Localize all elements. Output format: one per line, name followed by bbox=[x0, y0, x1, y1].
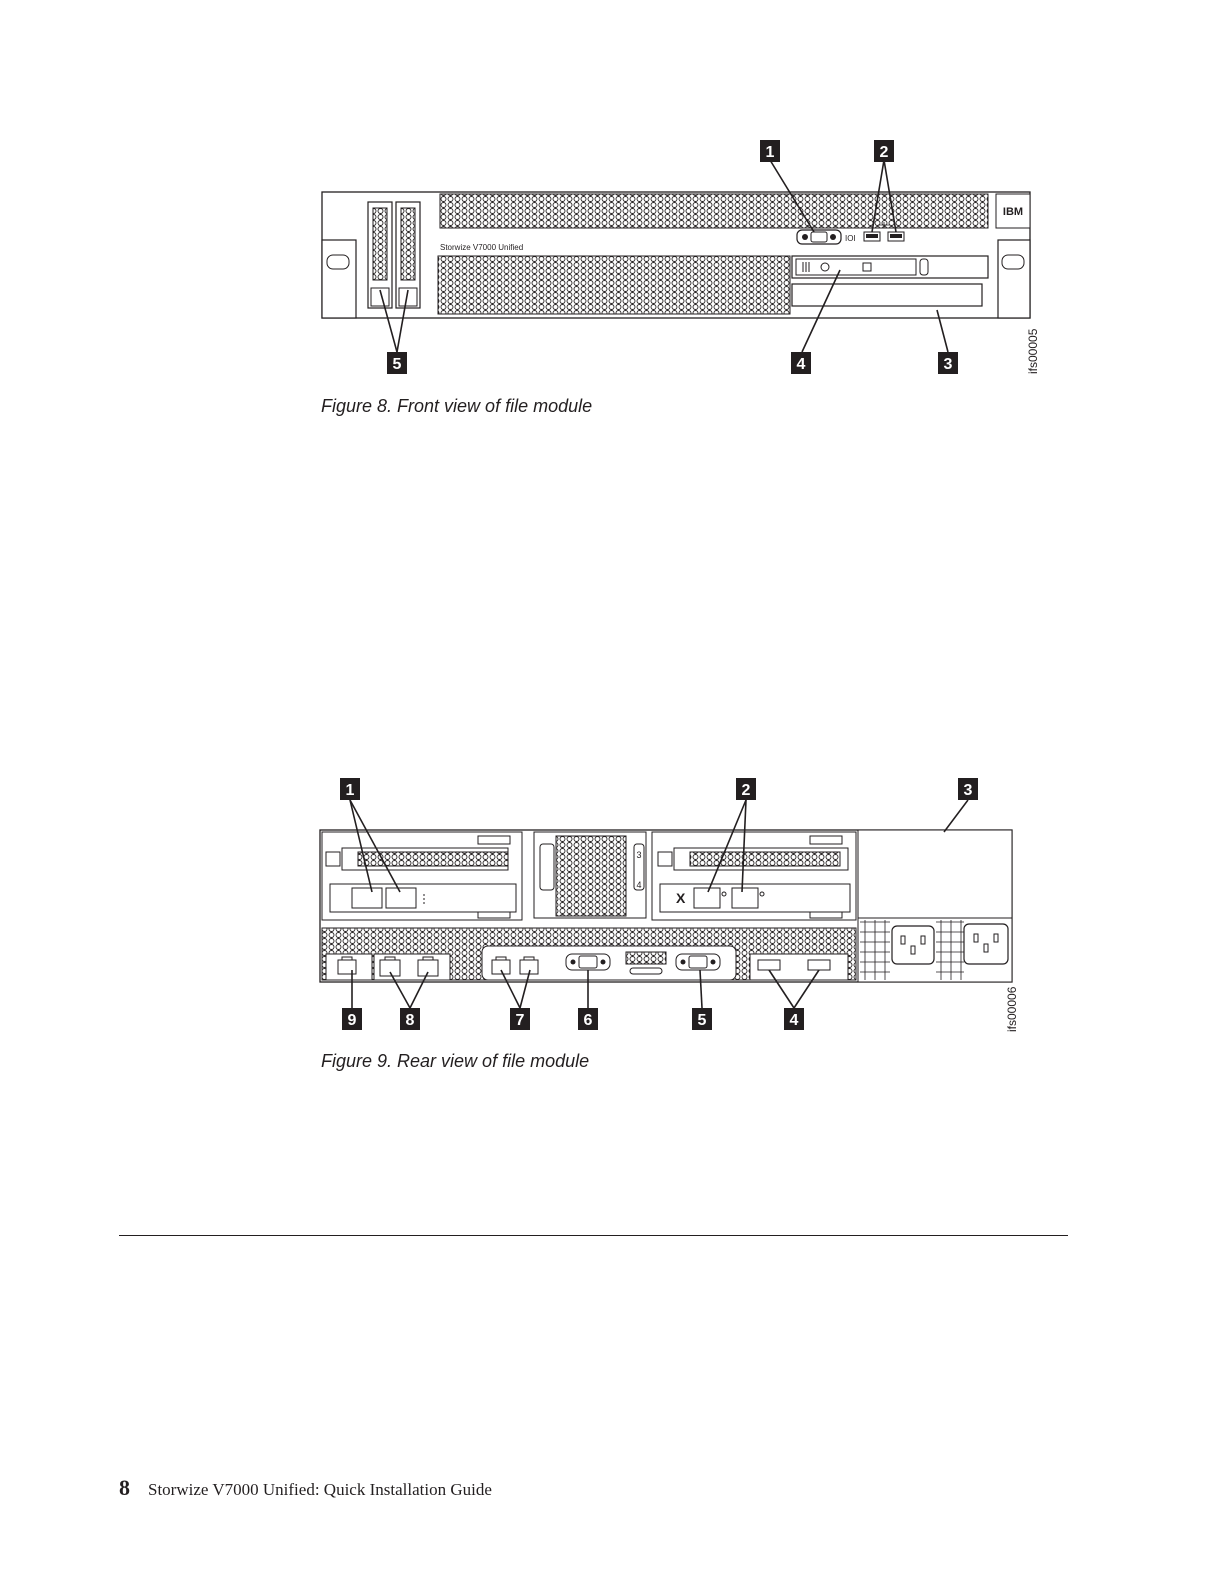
callout-6 bbox=[578, 1008, 598, 1030]
callout-5 bbox=[692, 1008, 712, 1030]
lower-vent-grille bbox=[438, 256, 790, 314]
rear-io-panel bbox=[482, 946, 736, 980]
center-fan-module bbox=[534, 832, 646, 918]
rear-usb-connectors bbox=[750, 954, 848, 980]
svg-text:4: 4 bbox=[796, 356, 806, 373]
front-view-figure bbox=[300, 130, 1060, 390]
operator-information-panel bbox=[792, 256, 988, 278]
right-rack-ear bbox=[998, 240, 1030, 318]
left-rack-ear bbox=[322, 240, 356, 318]
figure-image-id: ifs00005 bbox=[1026, 328, 1040, 374]
svg-text:1: 1 bbox=[345, 782, 355, 799]
svg-text:5: 5 bbox=[697, 1012, 707, 1029]
svg-text:X: X bbox=[676, 890, 686, 906]
svg-text:3: 3 bbox=[943, 356, 953, 373]
svg-text:2: 2 bbox=[741, 782, 751, 799]
svg-text:1: 1 bbox=[765, 144, 775, 161]
svg-text:6: 6 bbox=[583, 1012, 593, 1029]
callout-8 bbox=[400, 1008, 420, 1030]
callout-3 bbox=[938, 352, 958, 374]
svg-text:5: 5 bbox=[392, 356, 402, 373]
callout-2 bbox=[874, 140, 894, 162]
page-footer bbox=[119, 1475, 492, 1501]
svg-text:9: 9 bbox=[347, 1012, 357, 1029]
callout-4 bbox=[784, 1008, 804, 1030]
pci-slot-right bbox=[652, 832, 856, 920]
power-supply-top bbox=[858, 830, 1012, 918]
svg-text:3: 3 bbox=[636, 850, 642, 860]
figure-image-id: ifs00006 bbox=[1005, 986, 1019, 1032]
callout-1 bbox=[340, 778, 360, 800]
system-management-port bbox=[326, 954, 372, 980]
svg-text:3: 3 bbox=[963, 782, 973, 799]
optical-drive-bay bbox=[792, 284, 982, 306]
callout-9 bbox=[342, 1008, 362, 1030]
rear-view-figure bbox=[300, 770, 1060, 1040]
callout-2 bbox=[736, 778, 756, 800]
callout-1 bbox=[760, 140, 780, 162]
callout-7 bbox=[510, 1008, 530, 1030]
document-title: Storwize V7000 Unified: Quick Installation Guide bbox=[148, 1480, 492, 1499]
page-number: 8 bbox=[119, 1475, 130, 1500]
svg-text:2: 2 bbox=[879, 144, 889, 161]
power-supplies bbox=[858, 918, 1012, 982]
svg-text:4: 4 bbox=[636, 880, 642, 890]
section-divider bbox=[119, 1235, 1068, 1236]
callout-3 bbox=[958, 778, 978, 800]
callout-4 bbox=[791, 352, 811, 374]
svg-text:4: 4 bbox=[789, 1012, 799, 1029]
svg-text:IBM: IBM bbox=[1002, 206, 1024, 218]
bezel-model-label: Storwize V7000 Unified bbox=[440, 243, 524, 252]
figure8-caption: Figure 8. Front view of file module bbox=[321, 396, 593, 416]
callout-5 bbox=[387, 352, 407, 374]
figure9-caption: Figure 9. Rear view of file module bbox=[321, 1051, 590, 1071]
svg-text:7: 7 bbox=[515, 1012, 525, 1029]
svg-text:8: 8 bbox=[405, 1012, 415, 1029]
top-vent-grille bbox=[440, 194, 988, 228]
ethernet-ports-1gbps bbox=[374, 954, 450, 980]
pci-slot-left bbox=[322, 832, 522, 920]
svg-text:IOI: IOI bbox=[845, 234, 856, 243]
